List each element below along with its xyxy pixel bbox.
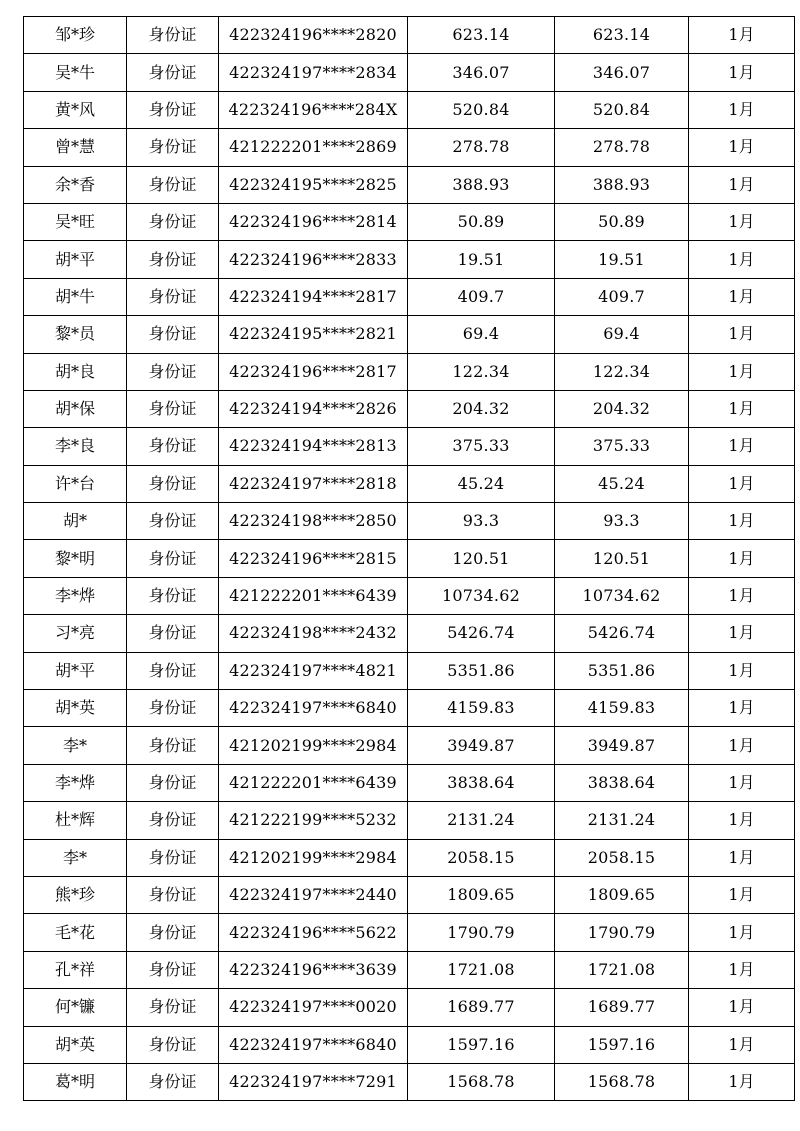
amount-paid-cell: 623.14 (555, 17, 689, 54)
amount-cell: 10734.62 (408, 577, 555, 614)
amount-cell: 5426.74 (408, 615, 555, 652)
amount-paid-cell: 10734.62 (555, 577, 689, 614)
amount-paid-cell: 520.84 (555, 91, 689, 128)
amount-cell: 1568.78 (408, 1063, 555, 1100)
subsidy-table (23, 16, 795, 1101)
name-cell: 杜*辉 (24, 802, 127, 839)
id-number-cell: 422324196****2833 (219, 241, 408, 278)
name-cell: 余*香 (24, 166, 127, 203)
id-type-cell: 身份证 (127, 876, 219, 913)
amount-cell: 2058.15 (408, 839, 555, 876)
month-cell: 1月 (689, 1063, 795, 1100)
amount-cell: 45.24 (408, 465, 555, 502)
table-row (24, 802, 795, 839)
id-number-cell: 422324195****2825 (219, 166, 408, 203)
table-row (24, 17, 795, 54)
id-type-cell: 身份证 (127, 465, 219, 502)
id-type-cell: 身份证 (127, 316, 219, 353)
amount-cell: 3949.87 (408, 727, 555, 764)
amount-paid-cell: 375.33 (555, 428, 689, 465)
amount-cell: 3838.64 (408, 764, 555, 801)
month-cell: 1月 (689, 465, 795, 502)
amount-paid-cell: 4159.83 (555, 690, 689, 727)
id-type-cell: 身份证 (127, 1063, 219, 1100)
amount-cell: 388.93 (408, 166, 555, 203)
name-cell: 黄*风 (24, 91, 127, 128)
name-cell: 吴*旺 (24, 203, 127, 240)
amount-paid-cell: 388.93 (555, 166, 689, 203)
amount-cell: 1809.65 (408, 876, 555, 913)
amount-paid-cell: 3949.87 (555, 727, 689, 764)
name-cell: 习*亮 (24, 615, 127, 652)
table-row (24, 839, 795, 876)
id-type-cell: 身份证 (127, 540, 219, 577)
id-type-cell: 身份证 (127, 91, 219, 128)
table-row (24, 652, 795, 689)
amount-paid-cell: 1568.78 (555, 1063, 689, 1100)
amount-cell: 69.4 (408, 316, 555, 353)
id-number-cell: 422324194****2817 (219, 278, 408, 315)
name-cell: 邹*珍 (24, 17, 127, 54)
month-cell: 1月 (689, 241, 795, 278)
amount-cell: 204.32 (408, 390, 555, 427)
id-number-cell: 421222199****5232 (219, 802, 408, 839)
id-number-cell: 422324197****6840 (219, 1026, 408, 1063)
amount-paid-cell: 122.34 (555, 353, 689, 390)
id-type-cell: 身份证 (127, 17, 219, 54)
id-number-cell: 421222201****2869 (219, 129, 408, 166)
amount-cell: 375.33 (408, 428, 555, 465)
month-cell: 1月 (689, 876, 795, 913)
id-type-cell: 身份证 (127, 129, 219, 166)
month-cell: 1月 (689, 54, 795, 91)
amount-cell: 4159.83 (408, 690, 555, 727)
name-cell: 黎*员 (24, 316, 127, 353)
month-cell: 1月 (689, 316, 795, 353)
month-cell: 1月 (689, 951, 795, 988)
id-type-cell: 身份证 (127, 428, 219, 465)
id-number-cell: 422324196****2814 (219, 203, 408, 240)
name-cell: 何*镰 (24, 989, 127, 1026)
table-row (24, 353, 795, 390)
month-cell: 1月 (689, 166, 795, 203)
table-row (24, 989, 795, 1026)
month-cell: 1月 (689, 390, 795, 427)
name-cell: 李*烨 (24, 764, 127, 801)
name-cell: 李*良 (24, 428, 127, 465)
table-row (24, 129, 795, 166)
id-number-cell: 422324196****2817 (219, 353, 408, 390)
table-row (24, 390, 795, 427)
month-cell: 1月 (689, 129, 795, 166)
id-type-cell: 身份证 (127, 353, 219, 390)
amount-paid-cell: 204.32 (555, 390, 689, 427)
id-type-cell: 身份证 (127, 802, 219, 839)
table-row (24, 503, 795, 540)
amount-cell: 1790.79 (408, 914, 555, 951)
amount-cell: 409.7 (408, 278, 555, 315)
id-type-cell: 身份证 (127, 615, 219, 652)
id-number-cell: 422324198****2432 (219, 615, 408, 652)
month-cell: 1月 (689, 540, 795, 577)
table-row (24, 428, 795, 465)
amount-cell: 122.34 (408, 353, 555, 390)
id-number-cell: 422324196****2820 (219, 17, 408, 54)
amount-cell: 1597.16 (408, 1026, 555, 1063)
id-number-cell: 422324197****0020 (219, 989, 408, 1026)
amount-paid-cell: 2131.24 (555, 802, 689, 839)
table-row (24, 577, 795, 614)
amount-cell: 520.84 (408, 91, 555, 128)
id-type-cell: 身份证 (127, 577, 219, 614)
table-row (24, 54, 795, 91)
amount-paid-cell: 50.89 (555, 203, 689, 240)
id-number-cell: 422324196****2815 (219, 540, 408, 577)
month-cell: 1月 (689, 989, 795, 1026)
name-cell: 孔*祥 (24, 951, 127, 988)
table-row (24, 1063, 795, 1100)
name-cell: 胡*英 (24, 690, 127, 727)
name-cell: 胡* (24, 503, 127, 540)
month-cell: 1月 (689, 278, 795, 315)
id-type-cell: 身份证 (127, 764, 219, 801)
id-type-cell: 身份证 (127, 241, 219, 278)
id-type-cell: 身份证 (127, 203, 219, 240)
table-row (24, 727, 795, 764)
amount-cell: 93.3 (408, 503, 555, 540)
month-cell: 1月 (689, 615, 795, 652)
name-cell: 胡*平 (24, 652, 127, 689)
id-type-cell: 身份证 (127, 1026, 219, 1063)
id-type-cell: 身份证 (127, 914, 219, 951)
amount-cell: 1689.77 (408, 989, 555, 1026)
amount-paid-cell: 5426.74 (555, 615, 689, 652)
month-cell: 1月 (689, 652, 795, 689)
table-row (24, 91, 795, 128)
name-cell: 李* (24, 839, 127, 876)
amount-paid-cell: 2058.15 (555, 839, 689, 876)
name-cell: 胡*英 (24, 1026, 127, 1063)
name-cell: 胡*保 (24, 390, 127, 427)
amount-paid-cell: 45.24 (555, 465, 689, 502)
table-row (24, 540, 795, 577)
id-number-cell: 421202199****2984 (219, 727, 408, 764)
amount-cell: 120.51 (408, 540, 555, 577)
id-number-cell: 422324195****2821 (219, 316, 408, 353)
amount-paid-cell: 3838.64 (555, 764, 689, 801)
name-cell: 熊*珍 (24, 876, 127, 913)
amount-cell: 50.89 (408, 203, 555, 240)
id-number-cell: 421222201****6439 (219, 764, 408, 801)
amount-cell: 278.78 (408, 129, 555, 166)
id-type-cell: 身份证 (127, 989, 219, 1026)
amount-paid-cell: 1689.77 (555, 989, 689, 1026)
month-cell: 1月 (689, 1026, 795, 1063)
name-cell: 许*台 (24, 465, 127, 502)
amount-paid-cell: 409.7 (555, 278, 689, 315)
month-cell: 1月 (689, 203, 795, 240)
table-row (24, 278, 795, 315)
table-row (24, 615, 795, 652)
id-number-cell: 422324197****4821 (219, 652, 408, 689)
amount-paid-cell: 346.07 (555, 54, 689, 91)
month-cell: 1月 (689, 839, 795, 876)
id-number-cell: 421202199****2984 (219, 839, 408, 876)
name-cell: 李* (24, 727, 127, 764)
amount-paid-cell: 69.4 (555, 316, 689, 353)
id-number-cell: 422324197****6840 (219, 690, 408, 727)
month-cell: 1月 (689, 17, 795, 54)
id-number-cell: 422324197****2834 (219, 54, 408, 91)
table-row (24, 764, 795, 801)
table-row (24, 914, 795, 951)
id-type-cell: 身份证 (127, 503, 219, 540)
name-cell: 胡*良 (24, 353, 127, 390)
table-row (24, 166, 795, 203)
month-cell: 1月 (689, 690, 795, 727)
table-body (24, 17, 795, 1101)
amount-paid-cell: 19.51 (555, 241, 689, 278)
table-row (24, 241, 795, 278)
id-type-cell: 身份证 (127, 951, 219, 988)
table-row (24, 465, 795, 502)
amount-cell: 19.51 (408, 241, 555, 278)
month-cell: 1月 (689, 577, 795, 614)
amount-paid-cell: 93.3 (555, 503, 689, 540)
id-type-cell: 身份证 (127, 54, 219, 91)
id-type-cell: 身份证 (127, 278, 219, 315)
name-cell: 胡*牛 (24, 278, 127, 315)
id-number-cell: 422324194****2826 (219, 390, 408, 427)
month-cell: 1月 (689, 91, 795, 128)
amount-cell: 346.07 (408, 54, 555, 91)
name-cell: 胡*平 (24, 241, 127, 278)
id-number-cell: 422324196****5622 (219, 914, 408, 951)
id-type-cell: 身份证 (127, 652, 219, 689)
amount-paid-cell: 1809.65 (555, 876, 689, 913)
id-number-cell: 422324197****2440 (219, 876, 408, 913)
amount-paid-cell: 1597.16 (555, 1026, 689, 1063)
id-number-cell: 422324197****7291 (219, 1063, 408, 1100)
id-type-cell: 身份证 (127, 390, 219, 427)
month-cell: 1月 (689, 764, 795, 801)
amount-cell: 2131.24 (408, 802, 555, 839)
table-row (24, 690, 795, 727)
amount-paid-cell: 5351.86 (555, 652, 689, 689)
id-number-cell: 421222201****6439 (219, 577, 408, 614)
month-cell: 1月 (689, 727, 795, 764)
table-row (24, 876, 795, 913)
id-number-cell: 422324198****2850 (219, 503, 408, 540)
month-cell: 1月 (689, 802, 795, 839)
table-row (24, 203, 795, 240)
id-type-cell: 身份证 (127, 727, 219, 764)
month-cell: 1月 (689, 503, 795, 540)
table-row (24, 1026, 795, 1063)
id-number-cell: 422324196****3639 (219, 951, 408, 988)
amount-cell: 1721.08 (408, 951, 555, 988)
id-number-cell: 422324196****284X (219, 91, 408, 128)
id-number-cell: 422324194****2813 (219, 428, 408, 465)
amount-cell: 5351.86 (408, 652, 555, 689)
amount-cell: 623.14 (408, 17, 555, 54)
name-cell: 黎*明 (24, 540, 127, 577)
name-cell: 曾*慧 (24, 129, 127, 166)
month-cell: 1月 (689, 914, 795, 951)
name-cell: 吴*牛 (24, 54, 127, 91)
id-number-cell: 422324197****2818 (219, 465, 408, 502)
id-type-cell: 身份证 (127, 839, 219, 876)
amount-paid-cell: 120.51 (555, 540, 689, 577)
id-type-cell: 身份证 (127, 166, 219, 203)
table-row (24, 951, 795, 988)
id-type-cell: 身份证 (127, 690, 219, 727)
amount-paid-cell: 278.78 (555, 129, 689, 166)
name-cell: 葛*明 (24, 1063, 127, 1100)
table-row (24, 316, 795, 353)
amount-paid-cell: 1721.08 (555, 951, 689, 988)
month-cell: 1月 (689, 428, 795, 465)
month-cell: 1月 (689, 353, 795, 390)
amount-paid-cell: 1790.79 (555, 914, 689, 951)
name-cell: 李*烨 (24, 577, 127, 614)
name-cell: 毛*花 (24, 914, 127, 951)
